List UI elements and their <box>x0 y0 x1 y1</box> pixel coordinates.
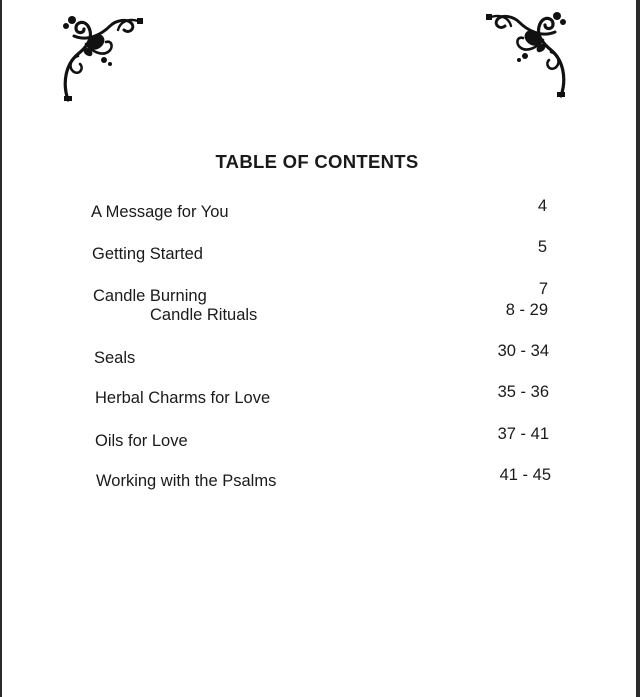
toc-entry-label: Seals <box>94 349 136 367</box>
toc-entry-label: Oils for Love <box>95 432 188 450</box>
toc-title-text: TABLE OF CONTENTS <box>215 151 419 172</box>
toc-title <box>0 151 634 173</box>
toc-subentry-page: 8 - 29 <box>505 301 548 319</box>
toc-entry-page: 4 <box>537 197 547 215</box>
toc-entry-page: 37 - 41 <box>497 425 549 443</box>
page-frame-right-edge <box>636 0 640 697</box>
toc-entry-label: Getting Started <box>92 245 203 263</box>
toc-entry-label: A Message for You <box>91 203 229 221</box>
toc-entry-label: Candle Burning <box>93 287 207 305</box>
toc-entry-label: Working with the Psalms <box>96 472 277 490</box>
toc-entry-label: Herbal Charms for Love <box>95 389 271 407</box>
toc-subentry-label: Candle Rituals <box>150 306 258 324</box>
toc-entry-page: 41 - 45 <box>499 466 551 484</box>
toc-entry-page: 35 - 36 <box>497 383 549 401</box>
page-frame-left-edge <box>0 0 2 697</box>
toc-entry-page: 7 <box>538 280 548 298</box>
toc-entry-page: 30 - 34 <box>497 342 549 360</box>
corner-flourish-right-icon <box>485 8 571 98</box>
corner-flourish-left-icon <box>58 12 144 102</box>
toc-entry-page: 5 <box>537 238 547 256</box>
